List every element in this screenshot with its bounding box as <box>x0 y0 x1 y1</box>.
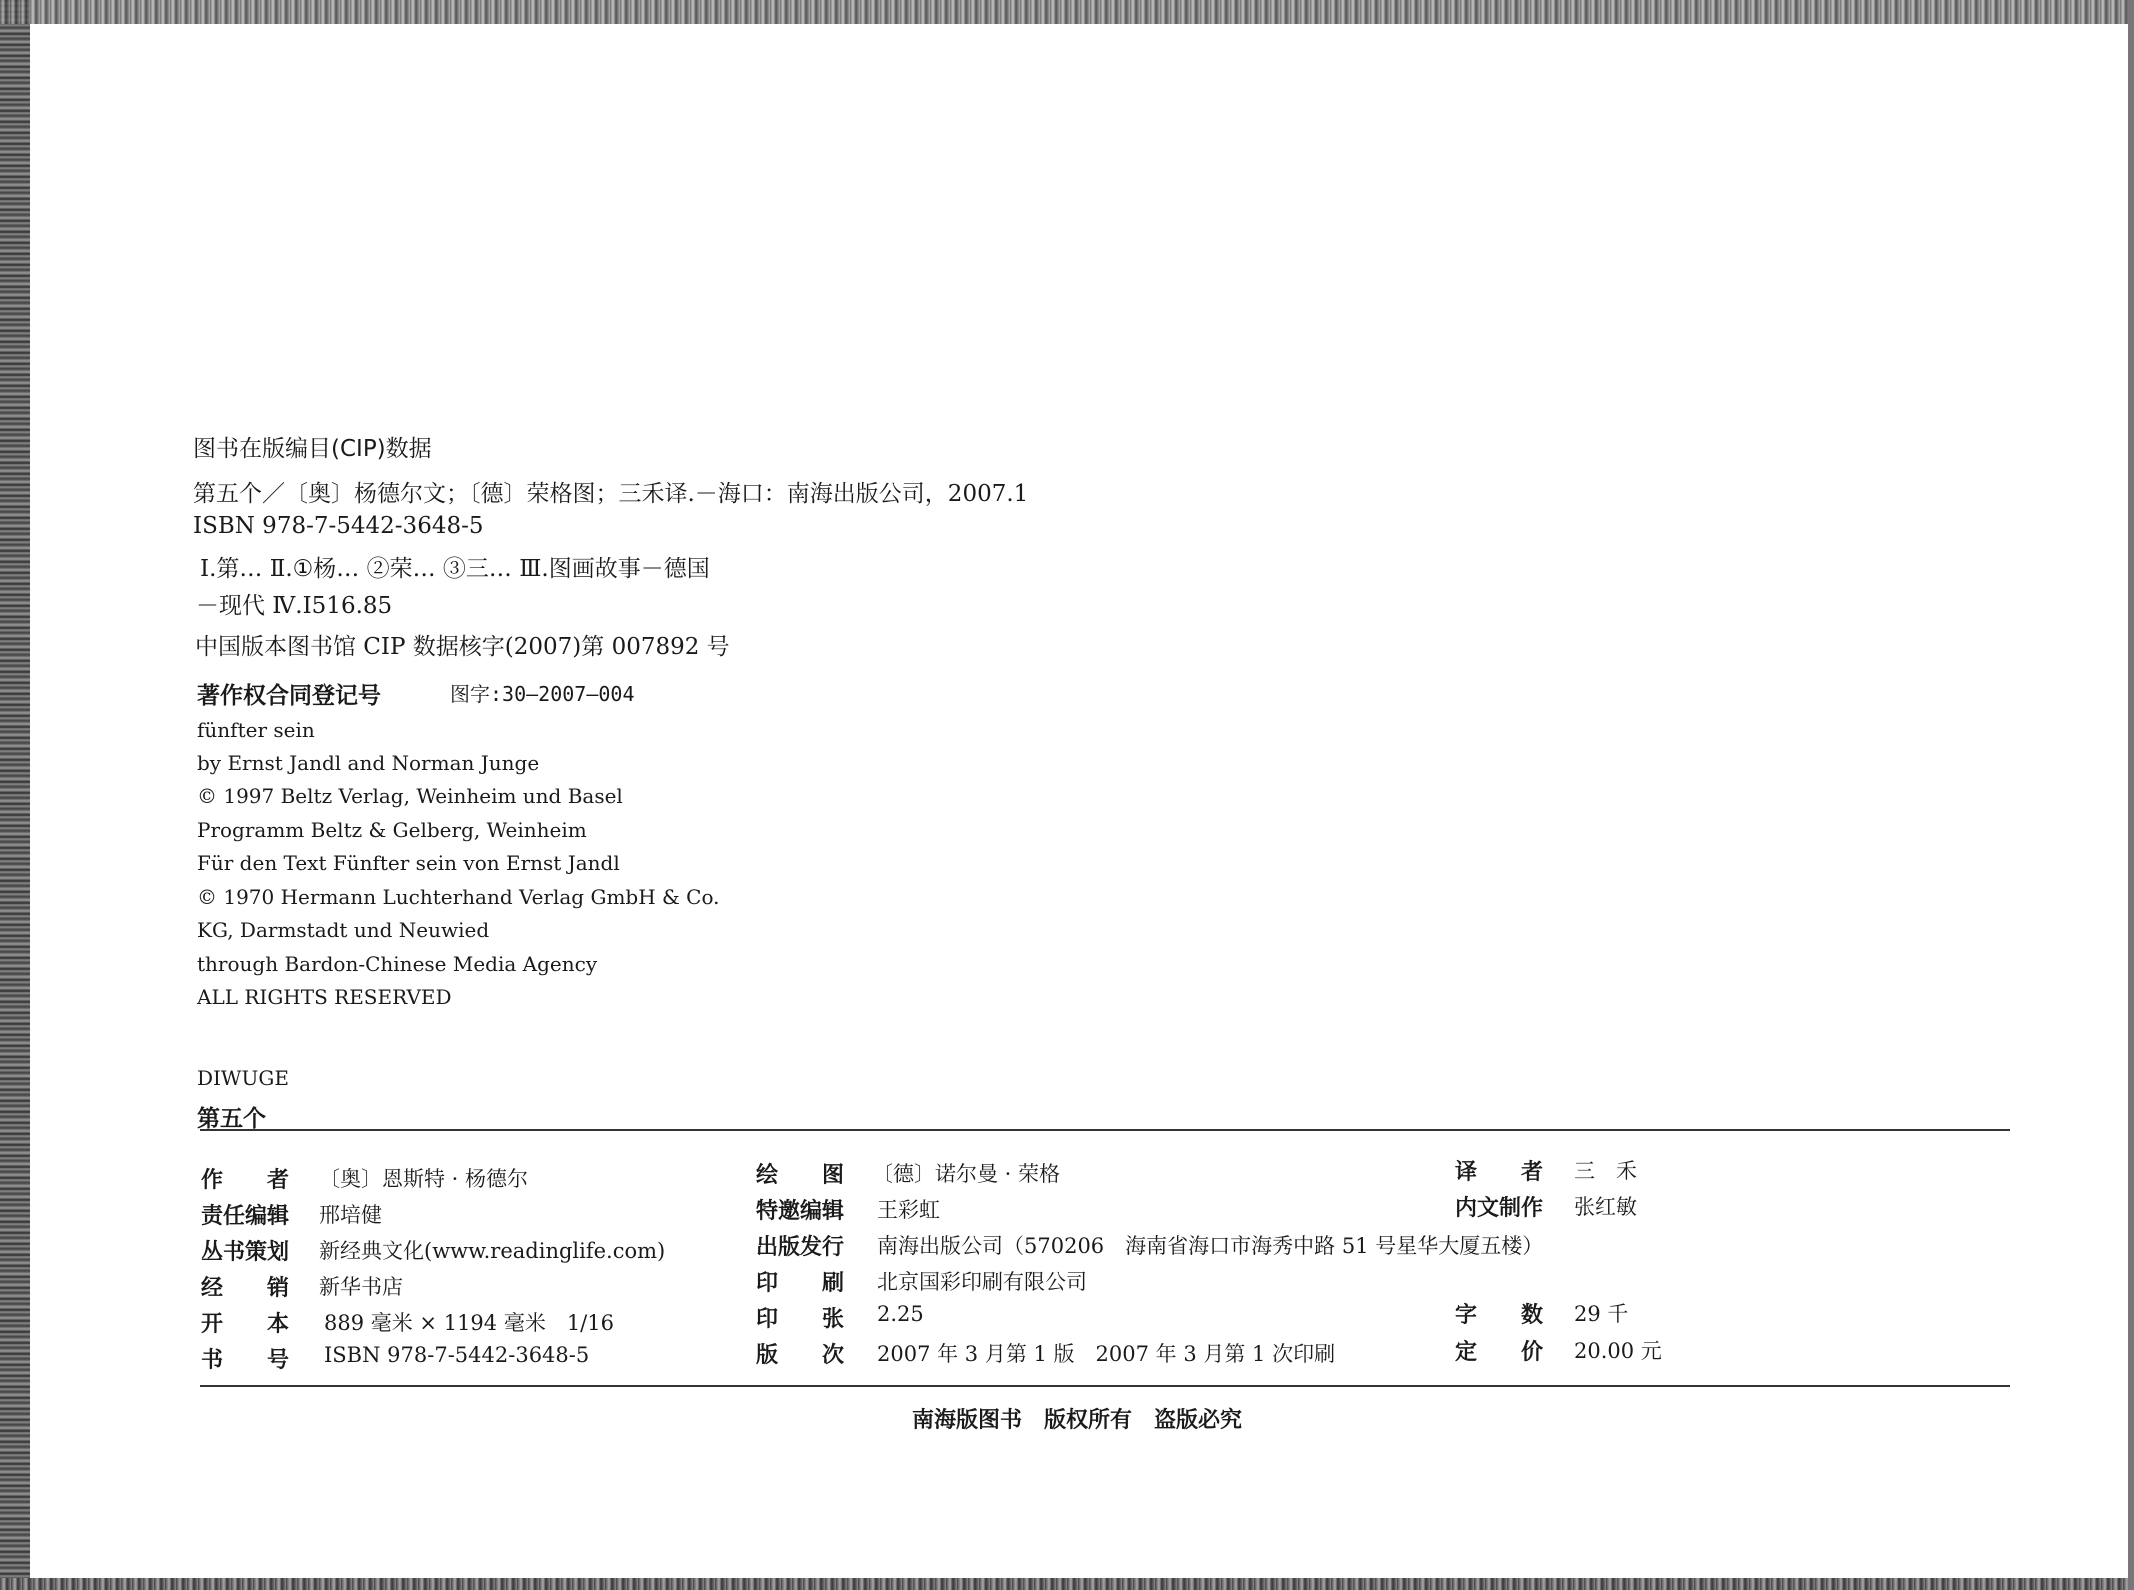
copyright-line: Programm Beltz & Gelberg, Weinheim <box>197 818 587 842</box>
cip-isbn: ISBN 978-7-5442-3648-5 <box>193 513 484 539</box>
format-label: 开 本 <box>201 1312 290 1337</box>
cip-title-line: 第五个／〔奥〕杨德尔文；〔德〕荣格图；三禾译.－海口：南海出版公司，2007.1 <box>193 481 1029 507</box>
copyright-line: through Bardon-Chinese Media Agency <box>197 952 598 976</box>
divider-top <box>200 1129 2010 1131</box>
scan-edge-bottom <box>0 1578 2134 1590</box>
translator-value: 三 禾 <box>1574 1159 1637 1183</box>
translator-label: 译 者 <box>1455 1160 1544 1185</box>
isbn-value: ISBN 978-7-5442-3648-5 <box>324 1343 590 1367</box>
anti-piracy-notice: 南海版图书 版权所有 盗版必究 <box>912 1408 1243 1433</box>
scan-edge-right <box>2128 0 2134 1590</box>
book-pinyin: DIWUGE <box>197 1066 289 1090</box>
editor-label: 责任编辑 <box>201 1204 290 1229</box>
divider-bottom <box>200 1385 2010 1387</box>
special-editor-label: 特邀编辑 <box>756 1199 845 1224</box>
editor-value: 邢培健 <box>319 1203 382 1227</box>
copyright-page <box>34 30 2114 1575</box>
copyright-line: Für den Text Fünfter sein von Ernst Jandl <box>197 851 620 875</box>
special-editor-value: 王彩虹 <box>877 1198 940 1222</box>
edition-value: 2007 年 3 月第 1 版 2007 年 3 月第 1 次印刷 <box>877 1342 1336 1366</box>
distributor-label: 经 销 <box>201 1276 290 1301</box>
author-value: 〔奥〕恩斯特 · 杨德尔 <box>319 1167 529 1191</box>
publisher-value: 南海出版公司（570206 海南省海口市海秀中路 51 号星华大厦五楼） <box>877 1234 1544 1258</box>
format-value: 889 毫米 × 1194 毫米 1/16 <box>324 1311 614 1335</box>
author-label: 作 者 <box>201 1168 290 1193</box>
copyright-line: ALL RIGHTS RESERVED <box>197 985 452 1009</box>
printer-label: 印 刷 <box>756 1271 845 1296</box>
scan-edge-top <box>0 0 2134 24</box>
copyright-line: KG, Darmstadt und Neuwied <box>197 918 490 942</box>
copyright-line: fünfter sein <box>197 718 315 742</box>
cip-heading: 图书在版编目(CIP)数据 <box>193 436 432 462</box>
copyright-line: © 1997 Beltz Verlag, Weinheim und Basel <box>197 784 623 808</box>
copyright-reg-value: 图字:30—2007—004 <box>450 682 635 706</box>
copyright-line: by Ernst Jandl and Norman Junge <box>197 751 540 775</box>
cip-class-line-2: －现代 Ⅳ.I516.85 <box>196 593 393 619</box>
copyright-reg-label: 著作权合同登记号 <box>197 683 381 709</box>
book-title: 第五个 <box>197 1106 266 1132</box>
sheets-value: 2.25 <box>877 1302 924 1326</box>
publisher-label: 出版发行 <box>756 1235 845 1260</box>
series-label: 丛书策划 <box>201 1240 290 1265</box>
isbn-label: 书 号 <box>201 1348 290 1373</box>
edition-label: 版 次 <box>756 1343 845 1368</box>
cip-check-number: 中国版本图书馆 CIP 数据核字(2007)第 007892 号 <box>195 634 730 660</box>
layout-label: 内文制作 <box>1455 1196 1544 1221</box>
printer-value: 北京国彩印刷有限公司 <box>877 1270 1087 1294</box>
sheets-label: 印 张 <box>756 1307 845 1332</box>
copyright-line: © 1970 Hermann Luchterhand Verlag GmbH & Co. <box>197 885 720 909</box>
illustrator-value: 〔德〕诺尔曼 · 荣格 <box>872 1162 1061 1186</box>
illustrator-label: 绘 图 <box>756 1163 845 1188</box>
distributor-value: 新华书店 <box>319 1275 403 1299</box>
series-value: 新经典文化(www.readinglife.com) <box>319 1239 666 1263</box>
price-value: 20.00 元 <box>1574 1339 1662 1363</box>
words-label: 字 数 <box>1455 1303 1544 1328</box>
cip-class-line-1: Ⅰ.第… Ⅱ.①杨… ②荣… ③三… Ⅲ.图画故事－德国 <box>200 556 710 582</box>
layout-value: 张红敏 <box>1574 1195 1637 1219</box>
scan-edge-left <box>0 0 30 1590</box>
words-value: 29 千 <box>1574 1302 1629 1326</box>
price-label: 定 价 <box>1455 1340 1544 1365</box>
